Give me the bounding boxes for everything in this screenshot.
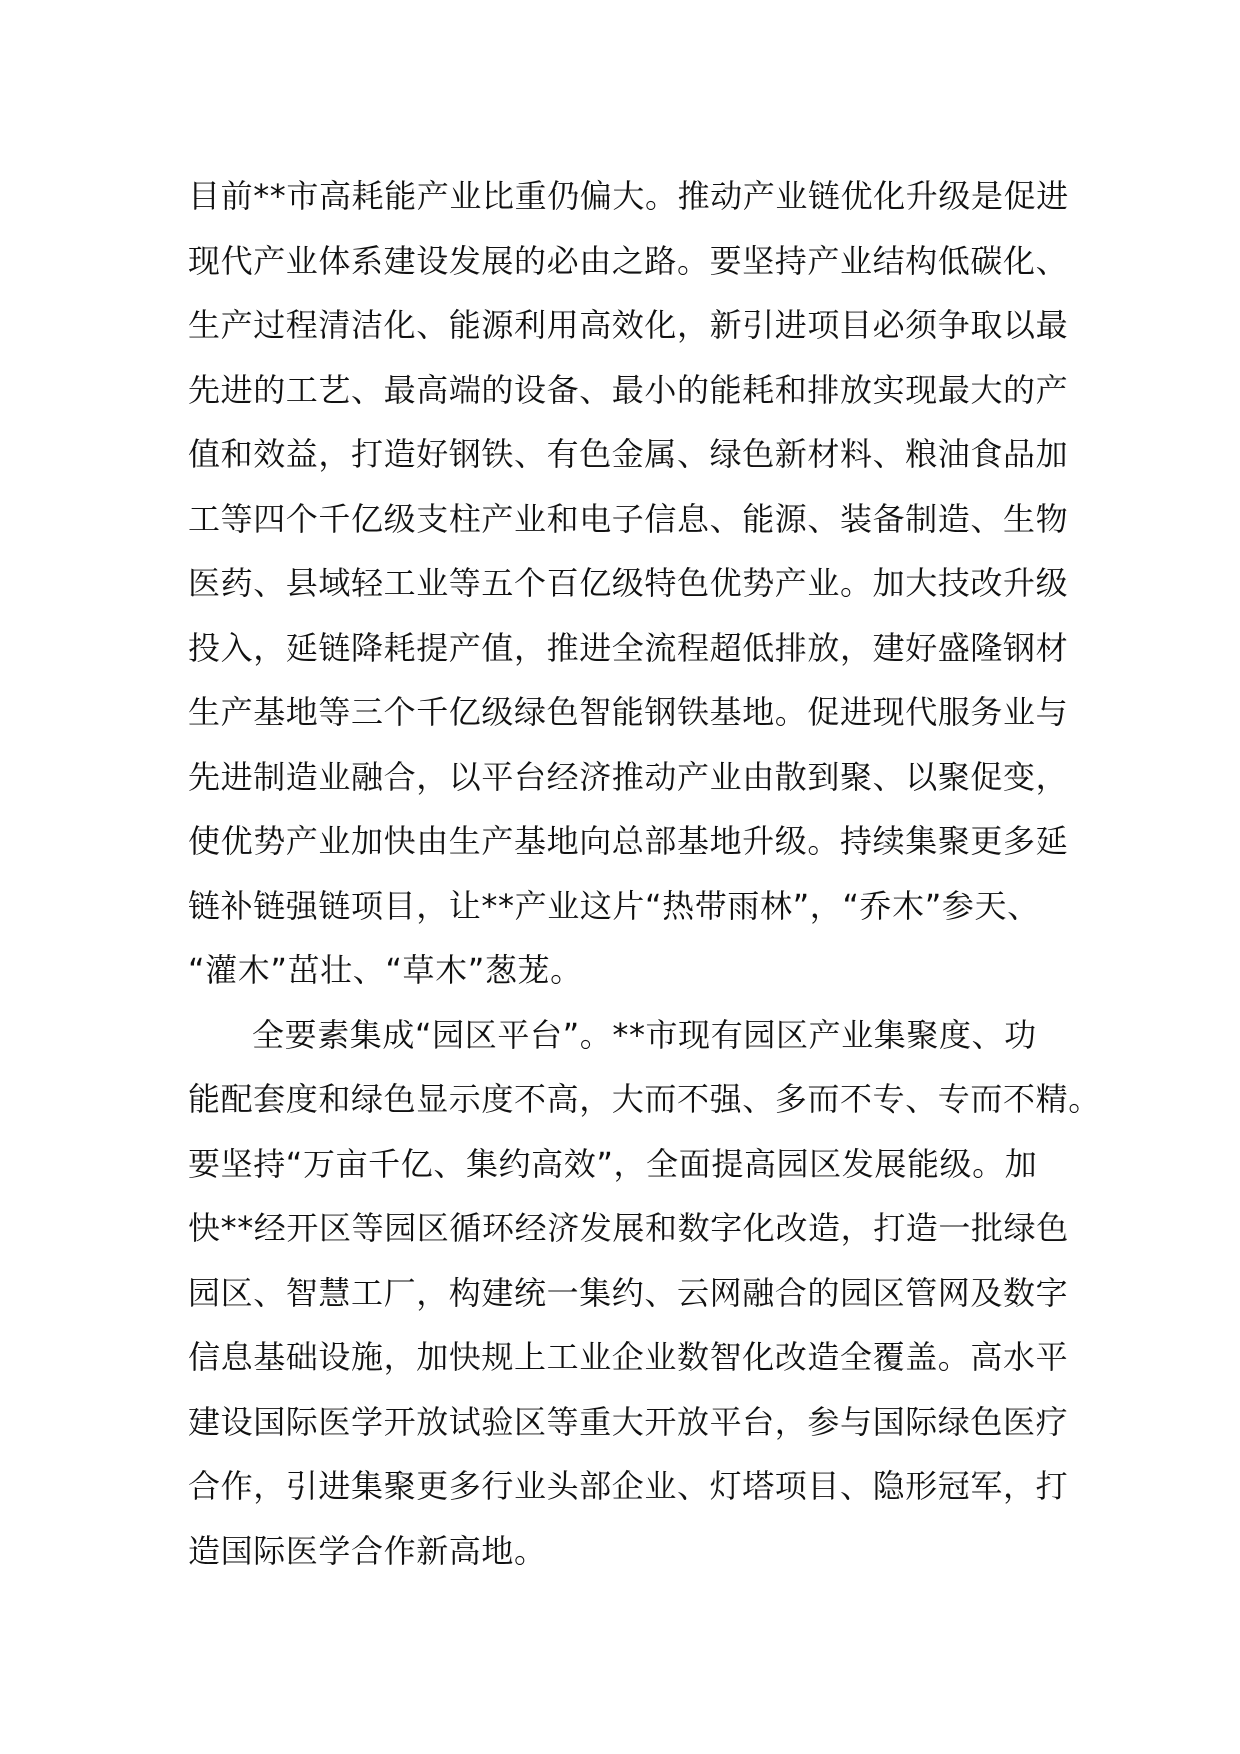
text-line: 医药、县域轻工业等五个百亿级特色优势产业。加大技改升级 — [188, 564, 1069, 602]
text-line: 使优势产业加快由生产基地向总部基地升级。持续集聚更多延 — [188, 822, 1069, 860]
text-line: 生产基地等三个千亿级绿色智能钢铁基地。促进现代服务业与 — [188, 693, 1069, 731]
text-line: “灌木”茁壮、“草木”葱茏。 — [188, 951, 583, 989]
body-text — [188, 164, 1101, 1583]
text-line: 造国际医学合作新高地。 — [188, 1531, 547, 1570]
text-line: 能配套度和绿色显示度不高，大而不强、多而不专、专而不精。 — [188, 1080, 1101, 1118]
text-line: 工等四个千亿级支柱产业和电子信息、能源、装备制造、生物 — [188, 499, 1069, 538]
text-line: 信息基础设施，加快规上工业企业数智化改造全覆盖。高水平 — [188, 1338, 1069, 1376]
text-line: 园区、智慧工厂，构建统一集约、云网融合的园区管网及数字 — [188, 1273, 1069, 1312]
text-line: 先进制造业融合，以平台经济推动产业由散到聚、以聚促变， — [188, 757, 1069, 796]
text-line: 目前**市高耗能产业比重仍偏大。推动产业链优化升级是促进 — [188, 177, 1069, 215]
text-line: 先进的工艺、最高端的设备、最小的能耗和排放实现最大的产 — [188, 370, 1069, 409]
text-line: 链补链强链项目，让**产业这片“热带雨林”，“乔木”参天、 — [188, 886, 1040, 925]
text-line: 投入，延链降耗提产值，推进全流程超低排放，建好盛隆钢材 — [188, 628, 1069, 667]
text-line: 建设国际医学开放试验区等重大开放平台，参与国际绿色医疗 — [188, 1402, 1069, 1441]
text-line: 快**经开区等园区循环经济发展和数字化改造，打造一批绿色 — [188, 1209, 1069, 1247]
text-line: 现代产业体系建设发展的必由之路。要坚持产业结构低碳化、 — [188, 241, 1069, 280]
text-line: 值和效益，打造好钢铁、有色金属、绿色新材料、粮油食品加 — [188, 435, 1069, 473]
text-line: 生产过程清洁化、能源利用高效化，新引进项目必须争取以最 — [188, 306, 1069, 344]
text-line: 要坚持“万亩千亿、集约高效”，全面提高园区发展能级。加 — [188, 1144, 1038, 1183]
text-line: 合作，引进集聚更多行业头部企业、灯塔项目、隐形冠军，打 — [188, 1467, 1069, 1505]
paragraph-industry-chain — [188, 164, 1069, 1003]
text-line-first: 全要素集成“园区平台”。**市现有园区产业集聚度、功 — [252, 1015, 1037, 1054]
paragraph-park-platform — [188, 1003, 1101, 1584]
